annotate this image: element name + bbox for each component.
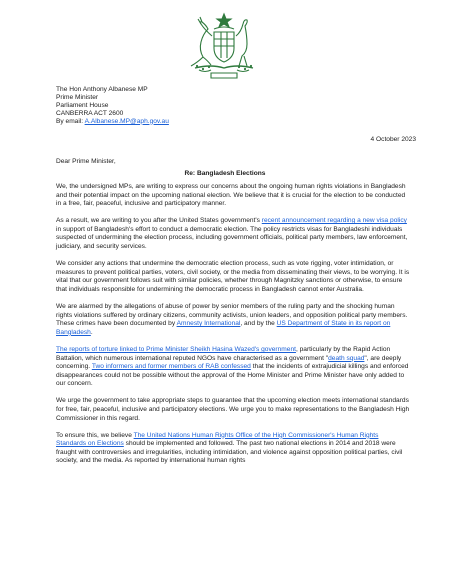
recipient-title: Prime Minister <box>56 93 99 101</box>
recipient-building: Parliament House <box>56 101 109 109</box>
paragraph-4 <box>56 303 410 337</box>
paragraph-1: We, the undersigned MPs, are writing to express our concerns about the ongoing human rights violations in Bangladesh and their potential impact on the upcoming national election. We believe that it is crucial for the election to be conducted in a free, fair, peaceful, inclusive and participatory manner. <box>56 183 406 208</box>
email-label: By email: <box>56 117 84 125</box>
paragraph-3: We consider any actions that undermine the democratic election process, such as vote rigging, voter intimidation, or measures to prevent political parties, voters, civil society, or the media from disseminating their views, to be worrying. It is vital that our government follows suit with similar policies, whether through Magnitzky sanctions or otherwise, to ensure that individuals responsible for undermining the democratic process in Bangladesh cannot enter Australia. <box>56 260 410 293</box>
paragraph-2 <box>56 217 410 251</box>
recipient-city: CANBERRA ACT 2600 <box>56 109 124 117</box>
death-squad-link[interactable]: death squad <box>328 354 365 362</box>
paragraph-4-text-b: , and by the <box>240 320 277 328</box>
paragraph-7-text-a: To ensure this, we believe <box>56 431 134 439</box>
paragraph-5-text-c: that the incidents of extrajudicial killings and enforced disappearances could not be possible without the approval of the Home Minister and Prime Minister have only added to our concern. <box>56 363 409 388</box>
paragraph-2-text-a: As a result, we are writing to you after the United States government's <box>56 217 262 225</box>
salutation: Dear Prime Minister, <box>56 158 116 165</box>
paragraph-5-text-b: ", are deeply concerning. <box>56 354 402 371</box>
letter-body <box>56 183 410 475</box>
email-link[interactable]: A.Albanese.MP@aph.gov.au <box>84 117 169 125</box>
recipient-name: The Hon Anthony Albanese MP <box>56 86 148 93</box>
recipient-email-line <box>56 118 169 126</box>
paragraph-6: We urge the government to take appropriate steps to guarantee that the upcoming election meets international standards for free, fair, peaceful, inclusive and participatory elections. We urge you to make representations to the Bangladesh High Commissioner in this regard. <box>56 397 410 422</box>
paragraph-5 <box>56 346 410 389</box>
subject-line: Re: Bangladesh Elections <box>184 170 266 177</box>
paragraph-7 <box>56 432 410 466</box>
un-standards-link[interactable]: The United Nations Human Rights Office of the High Commissioner's Human Rights Standards on Elections <box>56 431 379 448</box>
paragraph-5-text-a: , particularly by the Rapid Action Battalion, which numerous international reputed NGOs have characterised as a government " <box>56 345 391 362</box>
recipient-address <box>56 86 169 126</box>
paragraph-4-text-c: . <box>90 328 93 336</box>
amnesty-link[interactable]: Amnesty International <box>176 320 241 328</box>
paragraph-4-text-a: We are alarmed by the allegations of abuse of power by senior members of the ruling party and the shocking human rights violations suffered by ordinary citizens, community activists, union leaders, and opposition political party members. These crimes have been documented by <box>56 303 408 328</box>
paragraph-2-text-b: in support of Bangladesh's effort to conduct a democratic election. The policy restricts visas for Bangladeshi individuals suspected of undermining the election process, including government officials, political party members, law enforcement, judiciary, and security services. <box>56 225 408 251</box>
paragraph-7-text-b: should be implemented and followed. The past two national elections in 2014 and 2018 were fraught with controversies and irregularities, including intimidation, and violence against opposition political parties, civil society, and the media. As reported by international human rights <box>56 440 403 465</box>
us-state-report-link[interactable]: US Department of State in its report on Bangladesh <box>56 320 391 336</box>
rab-confession-link[interactable]: Two informers and former members of RAB confessed <box>91 363 251 371</box>
coat-of-arms-icon <box>181 12 267 82</box>
letter-date: 4 October 2023 <box>370 136 416 143</box>
visa-policy-link[interactable]: recent announcement regarding a new visa policy <box>261 217 407 225</box>
torture-reports-link[interactable]: The reports of torture linked to Prime Minister Sheikh Hasina Wazed's government <box>56 345 296 353</box>
